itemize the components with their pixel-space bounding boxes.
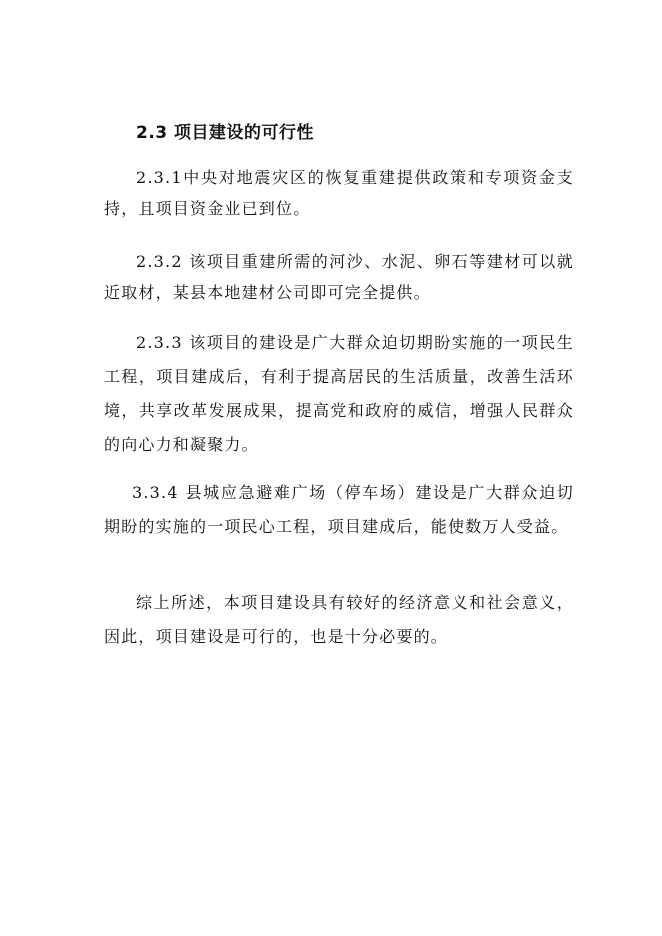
paragraph-2-3-2: 2.3.2 该项目重建所需的河沙、水泥、卵石等建材可以就近取材，某县本地建材公司即可完全提供。: [104, 252, 574, 302]
section-heading: 2.3 项目建设的可行性: [136, 123, 315, 143]
paragraph-2-3-1: 2.3.1中央对地震灾区的恢复重建提供政策和专项资金支持，且项目资金业已到位。: [104, 168, 574, 218]
paragraph-2-3-3: 2.3.3 该项目的建设是广大群众迫切期盼实施的一项民生工程，项目建成后，有利于提高居民的生活质量，改善生活环境，共享改革发展成果，提高党和政府的威信，增强人民群众的向心力和凝聚力。: [104, 333, 574, 454]
paragraph-summary: 综上所述，本项目建设具有较好的经济意义和社会意义，因此，项目建设是可行的，也是十分必要的。: [104, 593, 574, 646]
paragraph-3-3-4: 3.3.4 县城应急避难广场（停车场）建设是广大群众迫切期盼的实施的一项民心工程，项目建成后，能使数万人受益。: [104, 483, 574, 536]
